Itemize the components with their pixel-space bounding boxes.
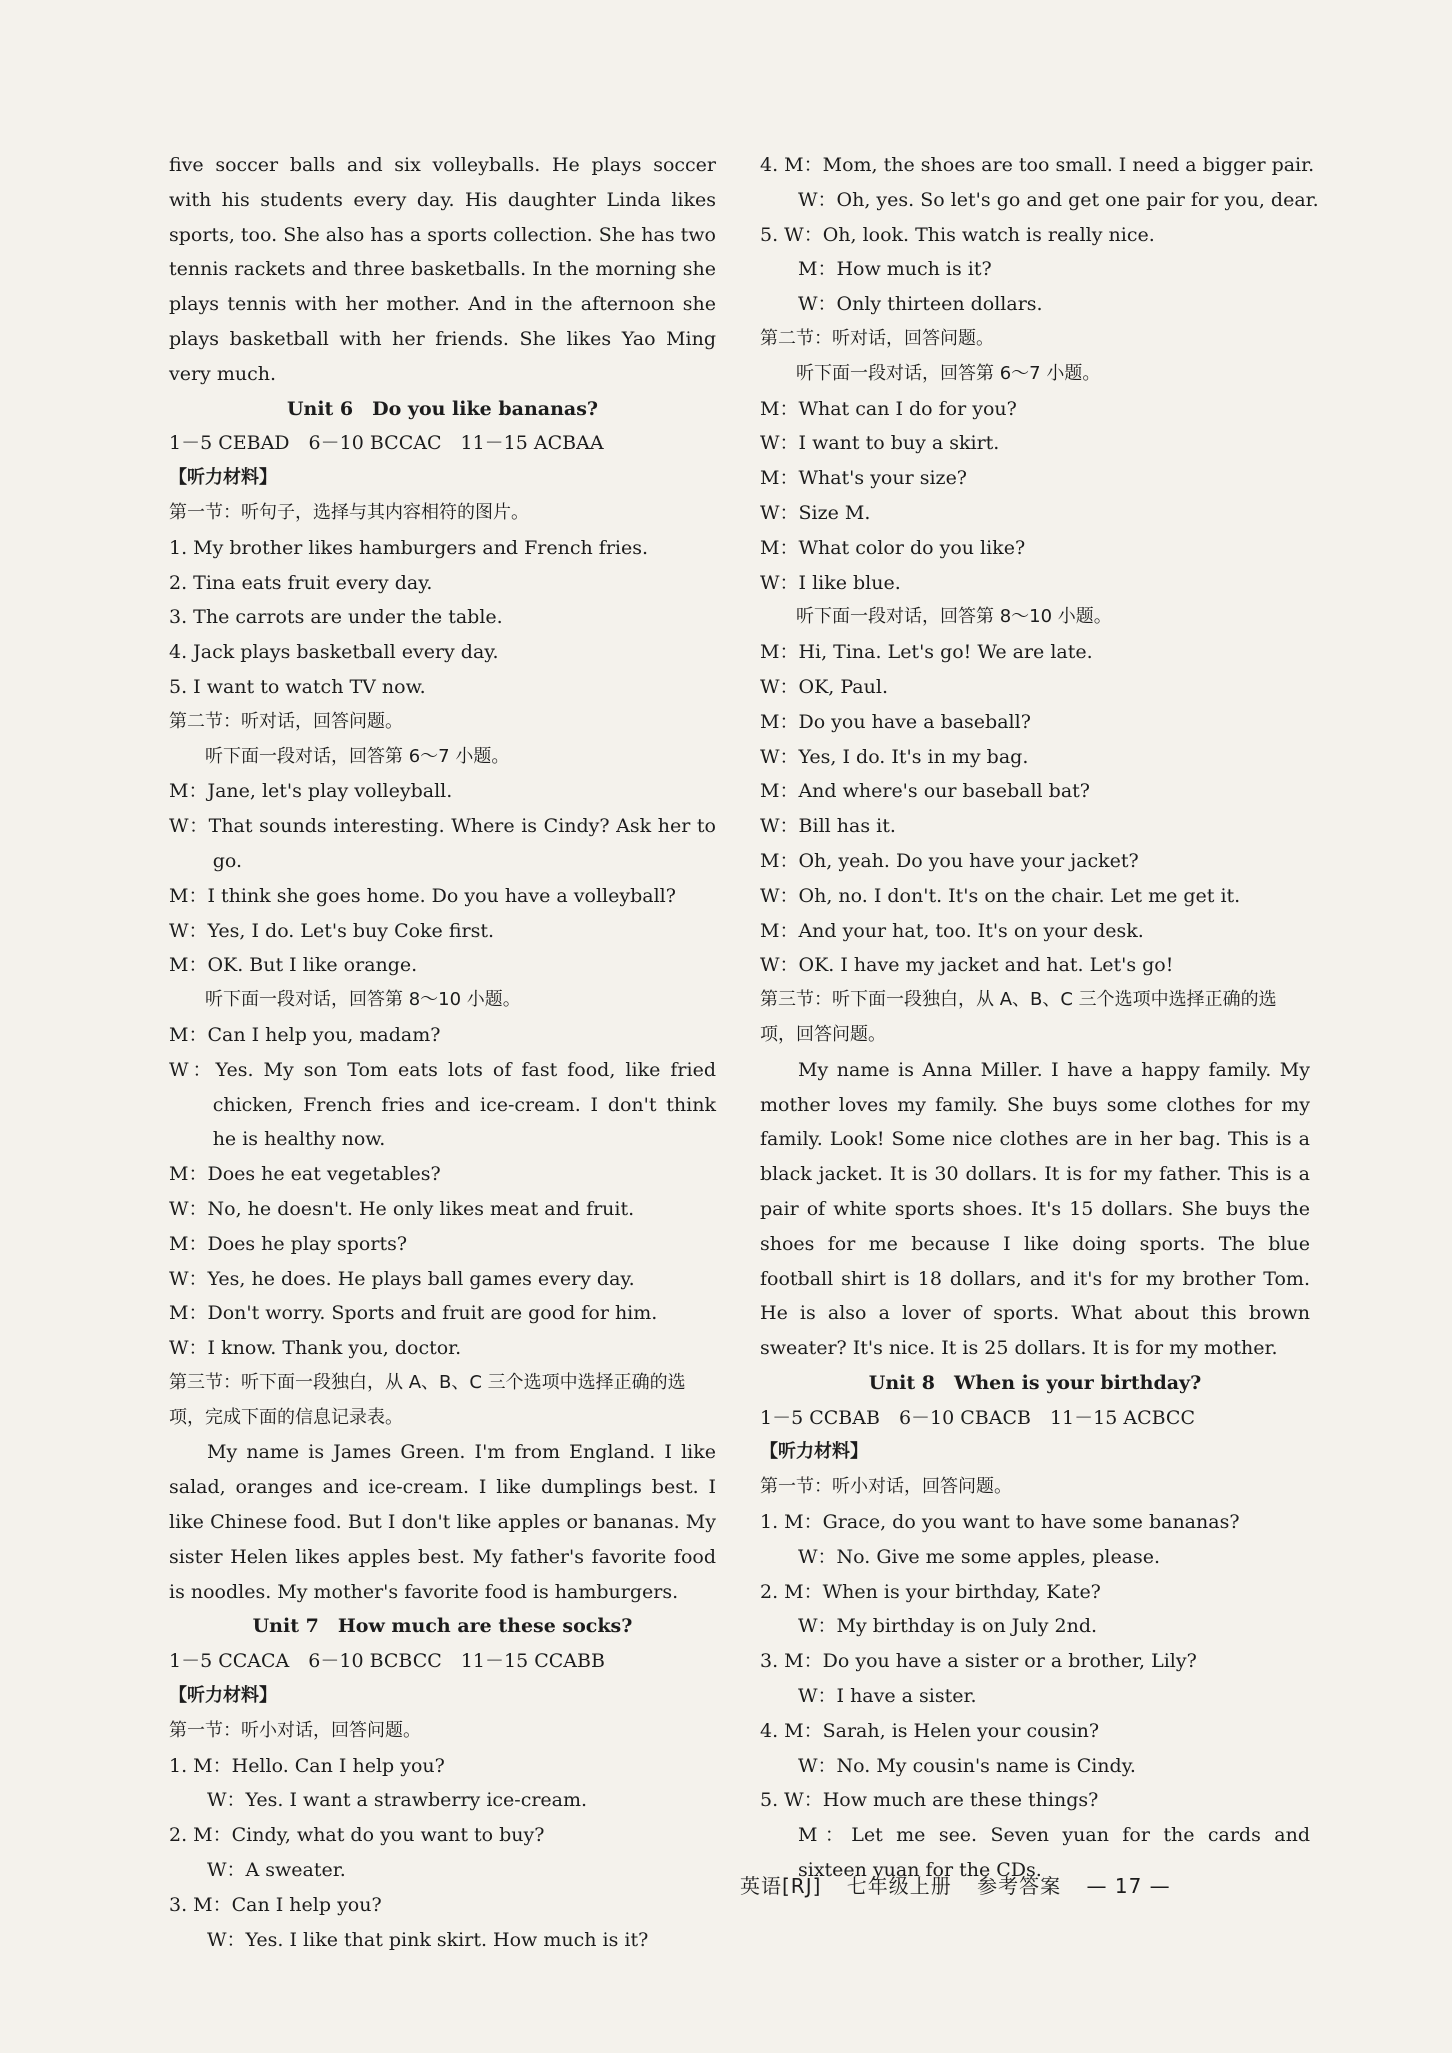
dialogue-line: 5. W：Oh, look. This watch is really nice. <box>760 223 1155 246</box>
dialogue-line: 1. M：Grace, do you want to have some bananas? <box>760 1511 1240 1534</box>
dialogue-line: W：Oh, no. I don't. It's on the chair. Let me get it. <box>760 884 1241 907</box>
unit8-answers: 1－5 CCBAB 6－10 CBACB 11－15 ACBCC <box>760 1406 1196 1429</box>
sentence: 1. My brother likes hamburgers and French fries. <box>169 536 649 559</box>
dialogue-line: 4. M：Mom, the shoes are too small. I need a bigger pair. <box>760 154 1315 176</box>
dialogue-line: M：And your hat, too. It's on your desk. <box>760 919 1144 942</box>
dialogue-line: W：Yes. I want a strawberry ice-cream. <box>207 1789 588 1812</box>
dialogue-line: 5. W：How much are these things? <box>760 1789 1099 1812</box>
dialogue-line: M：Let me see. Seven yuan for the cards and sixteen yuan for the CDs. <box>798 1824 1310 1882</box>
dialogue-line: W：Yes, I do. Let's buy Coke first. <box>169 919 495 942</box>
dialogue-line: W：I want to buy a skirt. <box>760 432 1000 455</box>
unit6-monologue: My name is James Green. I'm from England. I like salad, oranges and ice-cream. I like dumplings best. I like Chinese food. But I don't like apples or bananas. My sister Helen likes apples best. My father's favorite food is noodles. My mother's favorite food is hamburgers. <box>169 1441 716 1603</box>
dialogue-line: M：Oh, yeah. Do you have your jacket? <box>760 849 1139 872</box>
sentence: 2. Tina eats fruit every day. <box>169 571 433 594</box>
unit7-title: Unit 7 How much are these socks? <box>252 1615 633 1638</box>
unit8-title: Unit 8 When is your birthday? <box>868 1371 1202 1394</box>
sentence: 3. The carrots are under the table. <box>169 606 503 629</box>
left-column <box>169 148 716 1957</box>
dialogue-line: 3. M：Do you have a sister or a brother, Lily? <box>760 1650 1197 1673</box>
dialogue-line: M：OK. But I like orange. <box>169 954 418 977</box>
unit7-answers: 1－5 CCACA 6－10 BCBCC 11－15 CCABB <box>169 1650 605 1673</box>
unit6-listening-tag: 【听力材料】 <box>169 467 277 489</box>
dialogue-line: M：I think she goes home. Do you have a volleyball? <box>169 884 676 907</box>
unit7-q6-7-note: 听下面一段对话，回答第 6～7 小题。 <box>796 362 1101 384</box>
unit7-section2-heading: 第二节：听对话，回答问题。 <box>760 327 994 349</box>
page-footer <box>740 1870 1189 1899</box>
dialogue-line: W：Size M. <box>760 501 871 524</box>
dialogue-line: 3. M：Can I help you? <box>169 1893 382 1916</box>
right-column <box>760 148 1319 1888</box>
dialogue-line: 2. M：When is your birthday, Kate? <box>760 1580 1101 1603</box>
footer-page-number: — 17 — <box>1086 1874 1171 1898</box>
unit6-title: Unit 6 Do you like bananas? <box>286 397 599 420</box>
unit6-section2-heading: 第二节：听对话，回答问题。 <box>169 710 403 732</box>
unit5-monologue-end: five soccer balls and six volleyballs. He plays soccer with his students every day. His daughter Linda likes sports, too. She also has a sports collection. She has two tennis rackets and three basketballs. In the morning she plays tennis with her mother. And in the afternoon she plays basketball with her friends. She likes Yao Ming very much. <box>169 154 716 385</box>
sentence: 5. I want to watch TV now. <box>169 675 426 698</box>
dialogue-line: W：My birthday is on July 2nd. <box>798 1615 1098 1638</box>
dialogue-line: M：What can I do for you? <box>760 397 1017 420</box>
dialogue-line: W：That sounds interesting. Where is Cindy? Ask her to go. <box>169 815 716 872</box>
footer-subject: 英语[RJ] <box>740 1874 822 1898</box>
dialogue-line: W：Oh, yes. So let's go and get one pair for you, dear. <box>798 188 1319 211</box>
dialogue-line: M：Jane, let's play volleyball. <box>169 780 453 803</box>
dialogue-line: W：A sweater. <box>207 1859 346 1882</box>
dialogue-line: W：Yes. I like that pink skirt. How much is it? <box>207 1928 649 1951</box>
dialogue-line: M：What's your size? <box>760 467 967 490</box>
dialogue-line: W：Yes. My son Tom eats lots of fast food, like fried chicken, French fries and ice-cream. I don't think he is healthy now. <box>169 1058 716 1151</box>
unit7-monologue: My name is Anna Miller. I have a happy family. My mother loves my family. She buys some clothes for my family. Look! Some nice clothes are in her bag. This is a black jacket. It is 30 dollars. It is for my father. This is a pair of white sports shoes. It's 15 dollars. She buys the shoes for me because I like doing sports. The blue football shirt is 18 dollars, and it's for my brother Tom. He is also a lover of sports. What about this brown sweater? It's nice. It is 25 dollars. It is for my mother. <box>760 1058 1310 1360</box>
dialogue-line: M：What color do you like? <box>760 536 1026 559</box>
unit7-listening-tag: 【听力材料】 <box>169 1685 277 1707</box>
dialogue-line: W：Bill has it. <box>760 815 896 838</box>
dialogue-line: W：Yes, he does. He plays ball games every day. <box>169 1267 635 1290</box>
dialogue-line: 2. M：Cindy, what do you want to buy? <box>169 1824 545 1847</box>
footer-label: 参考答案 <box>977 1874 1062 1898</box>
dialogue-line: M：Don't worry. Sports and fruit are good for him. <box>169 1302 658 1325</box>
footer-grade: 七年级上册 <box>846 1874 952 1898</box>
dialogue-line: 1. M：Hello. Can I help you? <box>169 1754 445 1777</box>
unit6-q8-10-note: 听下面一段对话，回答第 8～10 小题。 <box>205 989 521 1011</box>
dialogue-line: W：Yes, I do. It's in my bag. <box>760 745 1029 768</box>
unit7-section3-heading: 第三节：听下面一段独白，从 A、B、C 三个选项中选择正确的选项，回答问题。 <box>760 989 1277 1045</box>
dialogue-line: W：Only thirteen dollars. <box>798 293 1043 316</box>
dialogue-line: M：Does he eat vegetables? <box>169 1163 441 1186</box>
dialogue-line: W：I like blue. <box>760 571 901 594</box>
dialogue-line: W：I know. Thank you, doctor. <box>169 1337 462 1360</box>
dialogue-line: W：No. My cousin's name is Cindy. <box>798 1754 1136 1777</box>
dialogue-line: M：How much is it? <box>798 258 992 281</box>
dialogue-line: W：No. Give me some apples, please. <box>798 1545 1161 1568</box>
unit6-section1-heading: 第一节：听句子，选择与其内容相符的图片。 <box>169 501 529 523</box>
dialogue-line: W：No, he doesn't. He only likes meat and fruit. <box>169 1197 635 1220</box>
dialogue-line: 4. M：Sarah, is Helen your cousin? <box>760 1719 1100 1742</box>
dialogue-line: M：Hi, Tina. Let's go! We are late. <box>760 641 1093 664</box>
unit6-answers: 1－5 CEBAD 6－10 BCCAC 11－15 ACBAA <box>169 432 604 455</box>
dialogue-line: M：And where's our baseball bat? <box>760 780 1090 803</box>
unit7-section1-heading: 第一节：听小对话，回答问题。 <box>169 1719 421 1741</box>
unit7-q8-10-note: 听下面一段对话，回答第 8～10 小题。 <box>796 606 1112 628</box>
dialogue-line: W：I have a sister. <box>798 1685 977 1708</box>
unit8-section1-heading: 第一节：听小对话，回答问题。 <box>760 1476 1012 1498</box>
dialogue-line: M：Do you have a baseball? <box>760 710 1031 733</box>
dialogue-line: M：Does he play sports? <box>169 1232 408 1255</box>
unit8-listening-tag: 【听力材料】 <box>760 1441 868 1463</box>
dialogue-line: W：OK, Paul. <box>760 675 888 698</box>
dialogue-line: W：OK. I have my jacket and hat. Let's go! <box>760 954 1174 977</box>
dialogue-line: M：Can I help you, madam? <box>169 1023 441 1046</box>
unit6-q6-7-note: 听下面一段对话，回答第 6～7 小题。 <box>205 745 510 767</box>
unit6-section3-heading: 第三节：听下面一段独白，从 A、B、C 三个选项中选择正确的选项，完成下面的信息记录表。 <box>169 1371 686 1428</box>
sentence: 4. Jack plays basketball every day. <box>169 641 499 664</box>
